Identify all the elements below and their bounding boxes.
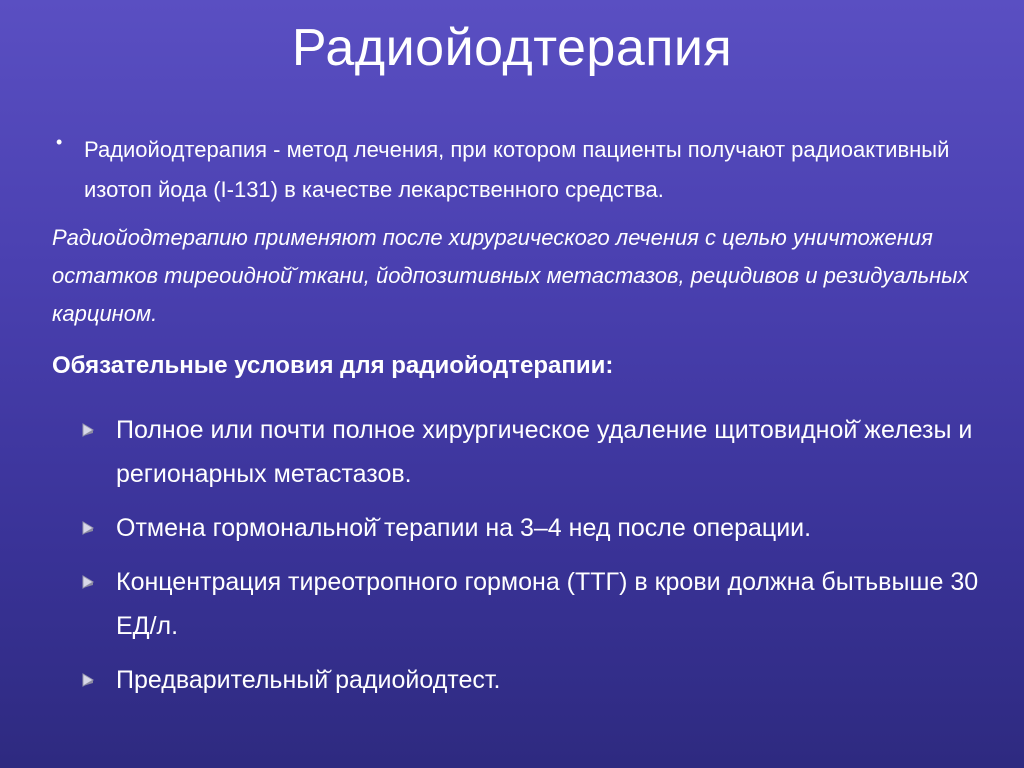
intro-text: Радиойодтерапия - метод лечения, при котором пациенты получают радиоактивный изотоп йода (I-131) в качестве лекарственного средства.: [84, 137, 950, 202]
slide-title: Радиойодтерапия: [291, 19, 733, 77]
arrow-bullet-icon: [80, 672, 96, 688]
bullet-dot-icon: •: [56, 132, 63, 152]
list-item: [80, 560, 1000, 648]
requirements-list: [80, 408, 1000, 702]
list-item-text: Концентрация тиреотропного гормона (ТТГ) в крови должна бытьвыше 30 ЕД/л.: [116, 568, 979, 640]
arrow-bullet-icon: [80, 520, 96, 536]
list-item: [80, 658, 1000, 702]
arrow-bullet-icon: [80, 574, 96, 590]
intro-bullet: [52, 130, 1012, 210]
list-item: [80, 408, 1000, 496]
list-item: [80, 506, 1000, 550]
list-item-text: Отмена гормональной̆ терапии на 3–4 нед после операции.: [116, 514, 812, 542]
requirements-heading: Обязательные условия для радиойодтерапии:: [52, 352, 614, 379]
list-item-text: Предварительный̆ радиойодтест.: [116, 666, 501, 694]
arrow-bullet-icon: [80, 422, 96, 438]
italic-paragraph: Радиойодтерапию применяют после хирургического лечения с целью уничтожения остатков тиреоидной̆ ткани, йодпозитивных метастазов, рецидивов и резидуальных карцином.: [52, 225, 969, 326]
list-item-text: Полное или почти полное хирургическое удаление щитовидной̆ железы и регионарных метастазов.: [116, 416, 973, 488]
